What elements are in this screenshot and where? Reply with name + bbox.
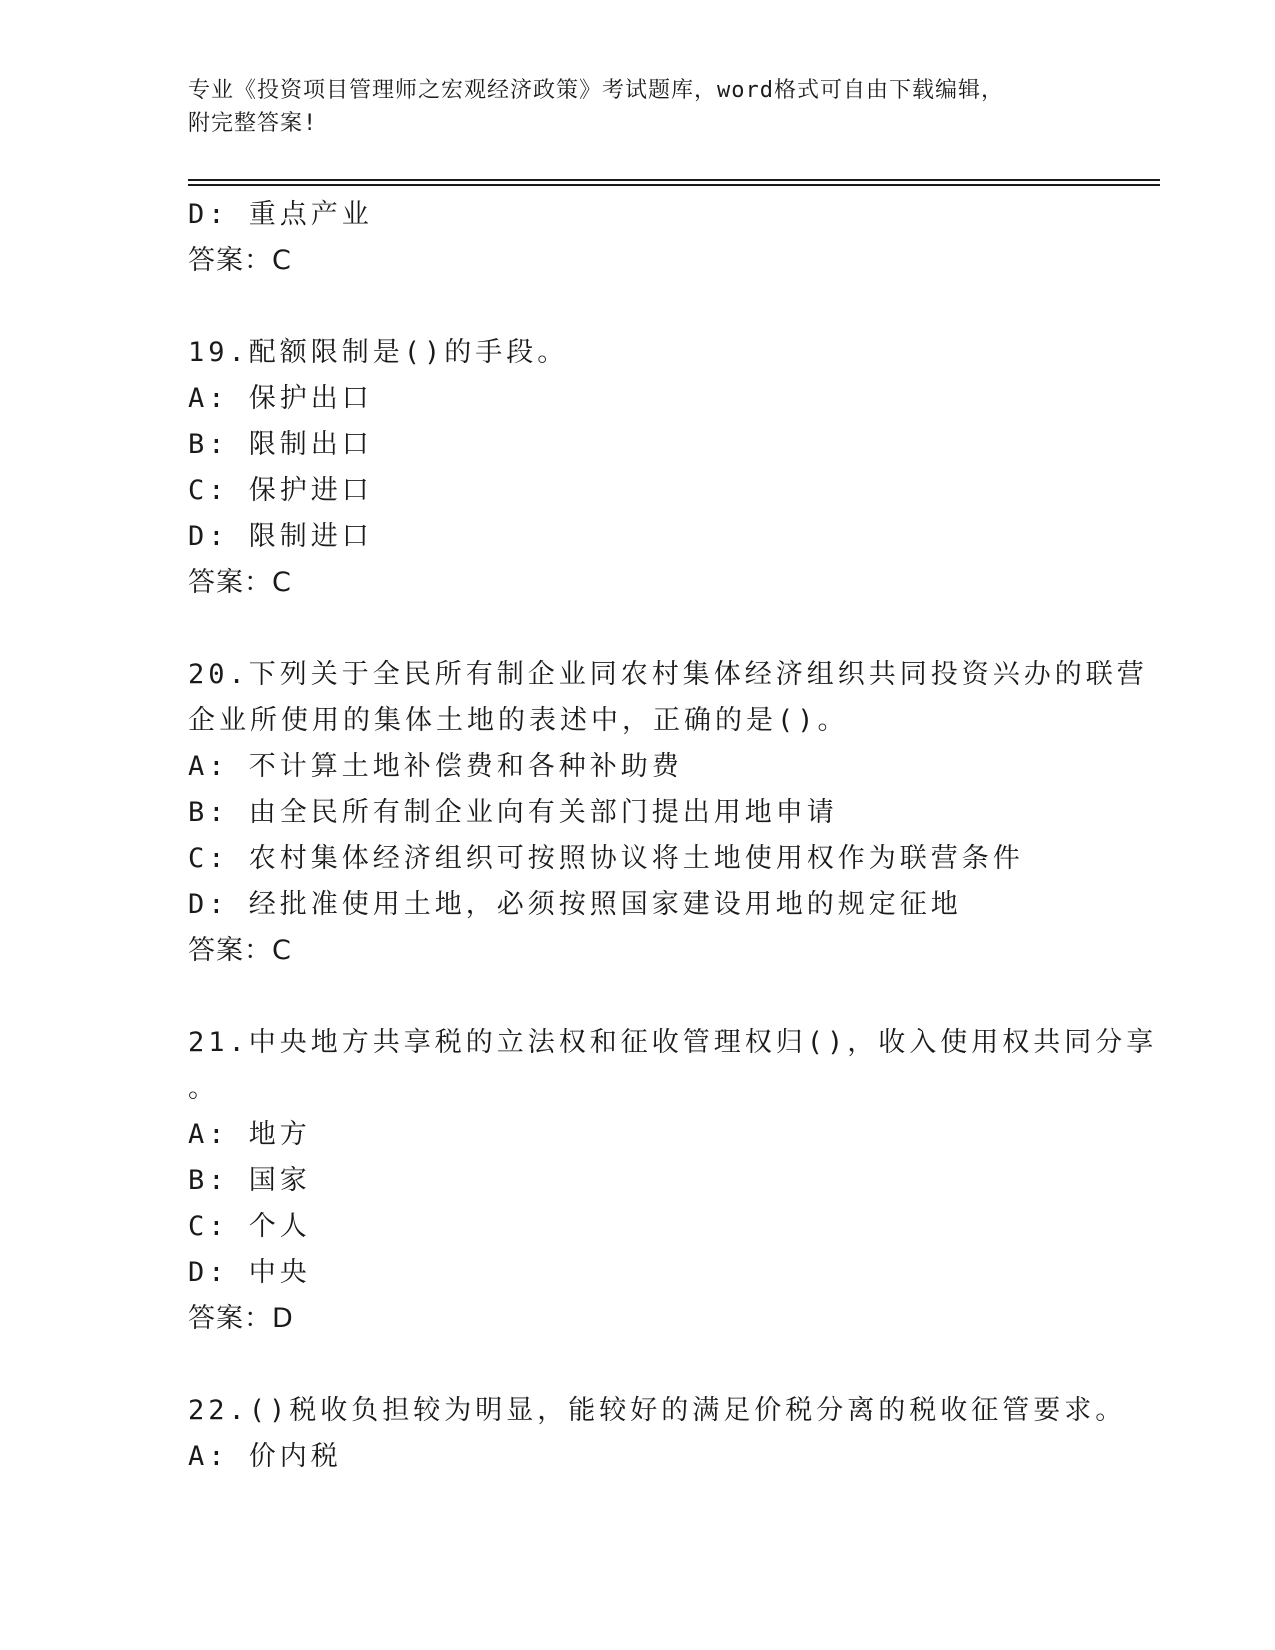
- spacer: [188, 1342, 1088, 1388]
- question-20-answer: 答案：C: [188, 935, 292, 966]
- question-19-option-b: B: 限制出口: [188, 429, 373, 460]
- question-22-text: 22.()税收负担较为明显，能较好的满足价税分离的税收征管要求。: [188, 1395, 1127, 1426]
- header-line-1: 专业《投资项目管理师之宏观经济政策》考试题库，word格式可自由下载编辑，: [188, 78, 1004, 103]
- header-line-2: 附完整答案!: [188, 111, 318, 136]
- question-21-option-d: D: 中央: [188, 1257, 311, 1288]
- question-19-option-c: C: 保护进口: [188, 475, 373, 506]
- question-list: [188, 192, 1158, 1480]
- answer-line: 答案：C: [188, 245, 292, 276]
- question-21-option-b: B: 国家: [188, 1165, 311, 1196]
- document-header: [188, 74, 1068, 140]
- question-19-option-a: A: 保护出口: [188, 383, 373, 414]
- spacer: [188, 284, 1088, 330]
- question-22-option-a: A: 价内税: [188, 1441, 342, 1472]
- spacer: [188, 974, 1088, 1020]
- question-20-text-line-1: 20.下列关于全民所有制企业同农村集体经济组织共同投资兴办的联营: [188, 659, 1148, 690]
- question-20-option-d: D: 经批准使用土地，必须按照国家建设用地的规定征地: [188, 889, 962, 920]
- question-20-option-a: A: 不计算土地补偿费和各种补助费: [188, 751, 683, 782]
- question-19-option-d: D: 限制进口: [188, 521, 373, 552]
- question-21-option-a: A: 地方: [188, 1119, 311, 1150]
- question-21-option-c: C: 个人: [188, 1211, 311, 1242]
- question-21-text-line-1: 21.中央地方共享税的立法权和征收管理权归()，收入使用权共同分享: [188, 1027, 1158, 1058]
- question-19-answer: 答案：C: [188, 567, 292, 598]
- header-divider-top: [188, 179, 1160, 181]
- header-divider-bottom: [188, 184, 1160, 186]
- question-20-option-c: C: 农村集体经济组织可按照协议将土地使用权作为联营条件: [188, 843, 1024, 874]
- question-19-text: 19.配额限制是()的手段。: [188, 337, 569, 368]
- question-21-answer: 答案：D: [188, 1303, 294, 1334]
- question-20-option-b: B: 由全民所有制企业向有关部门提出用地申请: [188, 797, 838, 828]
- question-20-text-line-2: 企业所使用的集体土地的表述中，正确的是()。: [188, 705, 849, 736]
- option-d: D: 重点产业: [188, 199, 373, 230]
- spacer: [188, 606, 1088, 652]
- question-21-text-line-2: 。: [188, 1073, 219, 1104]
